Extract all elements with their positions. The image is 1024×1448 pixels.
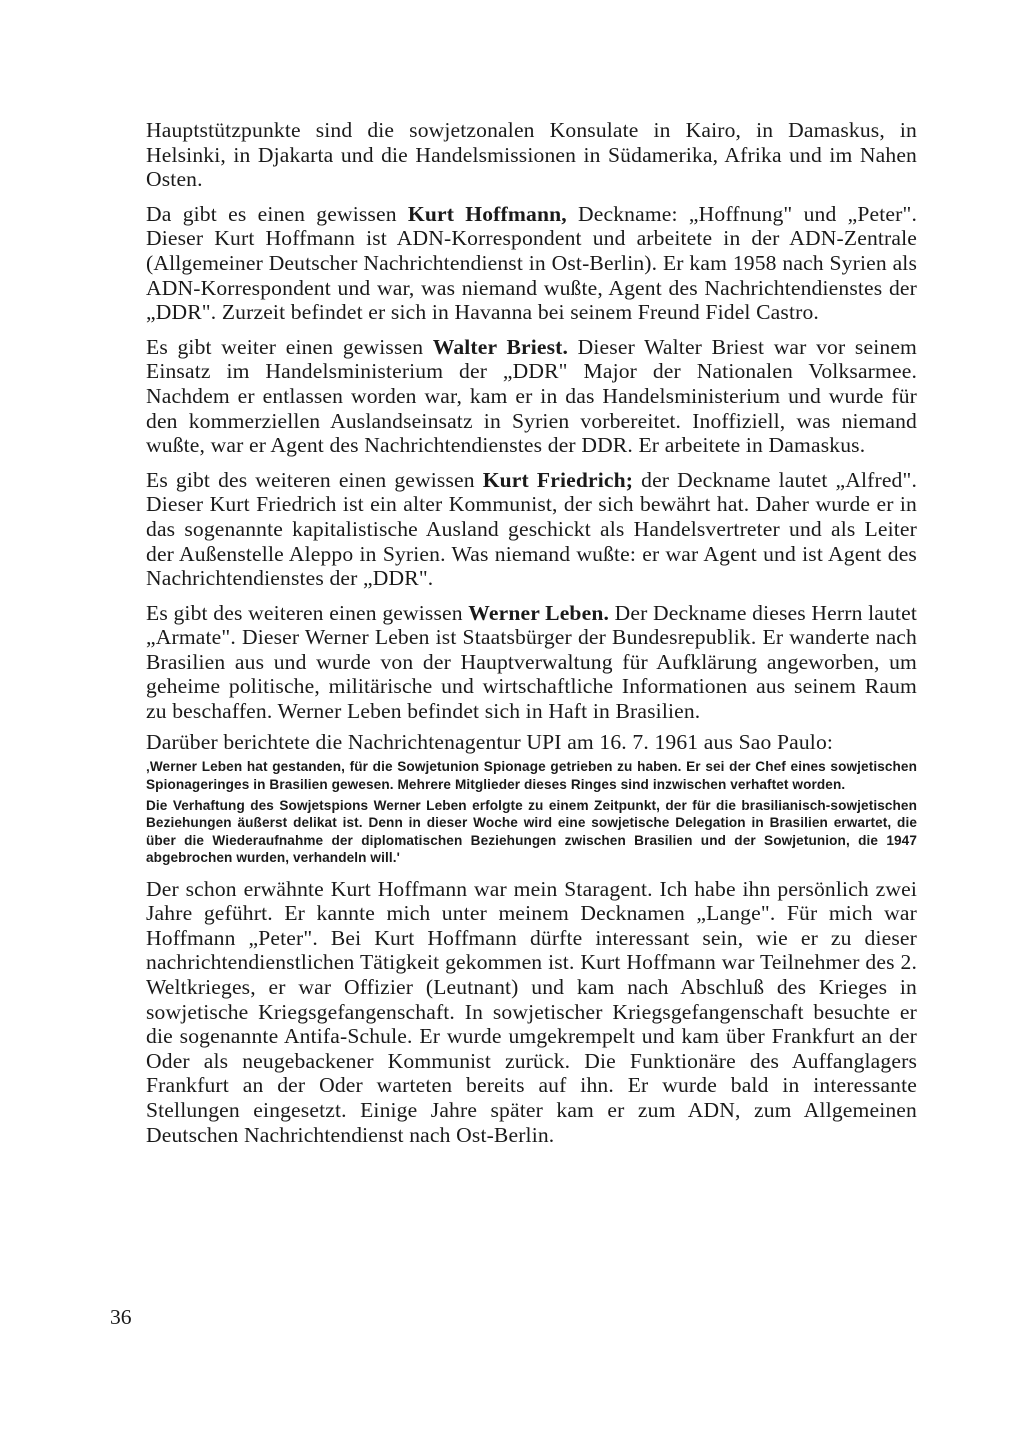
paragraph-text: der Deckname lautet „Alfred". Dieser Kurt Friedrich ist ein alter Kommunist, der sich bewährt hat. Daher wurde er in das sogenannte kapitalistische Ausland geschickt als Handelsvertreter und als Leiter der Außenstelle Aleppo in Syrien. Was niemand wußte: er war Agent und ist Agent des Nachrichtendienstes der „DDR". bbox=[146, 467, 918, 591]
paragraph-1: Hauptstützpunkte sind die sowjetzonalen Konsulate in Kairo, in Damaskus, in Helsinki, in Djakarta und die Handelsmissionen in Südamerika, Afrika und im Nahen Osten. bbox=[146, 118, 917, 192]
quote-intro: Darüber berichtete die Nachrichtenagentur UPI am 16. 7. 1961 aus Sao Paulo: bbox=[146, 729, 834, 754]
paragraph-text: Deckname: „Hoffnung" und „Peter". Dieser Kurt Hoffmann ist ADN-Korrespondent und arbeitete in der ADN-Zentrale (Allgemeiner Deutscher Nachrichtendienst in Ost-Berlin). Er kam 1958 nach Syrien als ADN-Korrespondent und war, was niemand wußte, Agent des Nachrichtendienstes der „DDR". Zurzeit befindet er sich in Havanna bei seinem Freund Fidel Castro. bbox=[146, 201, 917, 325]
paragraph-kurt-friedrich bbox=[146, 468, 917, 591]
person-name: Werner Leben. bbox=[468, 600, 610, 625]
paragraph-text: Der Deckname dieses Herrn lautet „Armate". Dieser Werner Leben ist Staatsbürger der Bundesrepublik. Er wanderte nach Brasilien aus und wurde von der Hauptverwaltung für Aufklärung angeworben, um geheime politische, militärische und wirtschaftliche Informationen aus seinem Raum zu beschaffen. Werner Leben befindet sich in Haft in Brasilien. bbox=[146, 600, 917, 724]
quote-block-1: ‚Werner Leben hat gestanden, für die Sowjetunion Spionage getrieben zu haben. Er sei der Chef eines sowjetischen Spionageringes in Brasilien gewesen. Mehrere Mitglieder dieses Ringes sind inzwischen verhaftet worden. bbox=[146, 759, 917, 792]
page-number: 36 bbox=[110, 1305, 132, 1329]
paragraph-text: Da gibt es einen gewissen bbox=[146, 201, 408, 226]
paragraph-werner-leben bbox=[146, 601, 917, 724]
paragraph-text: Es gibt weiter einen gewissen bbox=[146, 334, 433, 359]
person-name: Kurt Friedrich; bbox=[482, 467, 634, 492]
paragraph-walter-briest bbox=[146, 335, 917, 458]
paragraph-text: Es gibt des weiteren einen gewissen bbox=[146, 467, 483, 492]
person-name: Kurt Hoffmann, bbox=[407, 201, 567, 226]
paragraph-text: Es gibt des weiteren einen gewissen bbox=[146, 600, 469, 625]
paragraph-text: Dieser Walter Briest war vor seinem Einsatz im Handelsministerium der „DDR" Major der Nationalen Volksarmee. Nachdem er entlassen worden war, kam er in das Handelsministerium und wurde für den kommerziellen Auslandseinsatz in Syrien vorbereitet. Inoffiziell, was niemand wußte, war er Agent des Nachrichtendienstes der DDR. Er arbeitete in Damaskus. bbox=[146, 334, 917, 458]
paragraph-kurt-hoffmann bbox=[146, 202, 917, 325]
page-content bbox=[146, 118, 917, 1147]
quote-block-2: Die Verhaftung des Sowjetspions Werner Leben erfolgte zu einem Zeitpunkt, der für die brasilianisch-sowjetischen Beziehungen äußerst delikat ist. Denn in dieser Woche wird eine sowjetische Delegation in Brasilien erwartet, die über die Wiederaufnahme der diplomatischen Beziehungen zwischen Brasilien und der Sowjetunion, die 1947 abgebrochen wurden, verhandeln will.' bbox=[146, 798, 917, 866]
person-name: Walter Briest. bbox=[432, 334, 569, 359]
paragraph-staragent: Der schon erwähnte Kurt Hoffmann war mein Staragent. Ich habe ihn persönlich zwei Jahre geführt. Er kannte mich unter meinem Decknamen „Lange". Für mich war Hoffmann „Peter". Bei Kurt Hoffmann dürfte interessant sein, wie er zu dieser nachrichtendienstlichen Tätigkeit gekommen ist. Kurt Hoffmann war Teilnehmer des 2. Weltkrieges, er war Offizier (Leutnant) und kam nach Abschluß des Krieges in sowjetische Kriegsgefangenschaft. In sowjetischer Kriegsgefangenschaft besuchte er die sogenannte Antifa-Schule. Er wurde umgekrempelt und kam über Frankfurt an der Oder als neugebackener Kommunist zurück. Die Funktionäre des Auffanglagers Frankfurt an der Oder warteten bereits auf ihn. Er wurde bald in interessante Stellungen eingesetzt. Einige Jahre später kam er zum ADN, zum Allgemeinen Deutschen Nachrichtendienst nach Ost-Berlin. bbox=[146, 876, 917, 1147]
